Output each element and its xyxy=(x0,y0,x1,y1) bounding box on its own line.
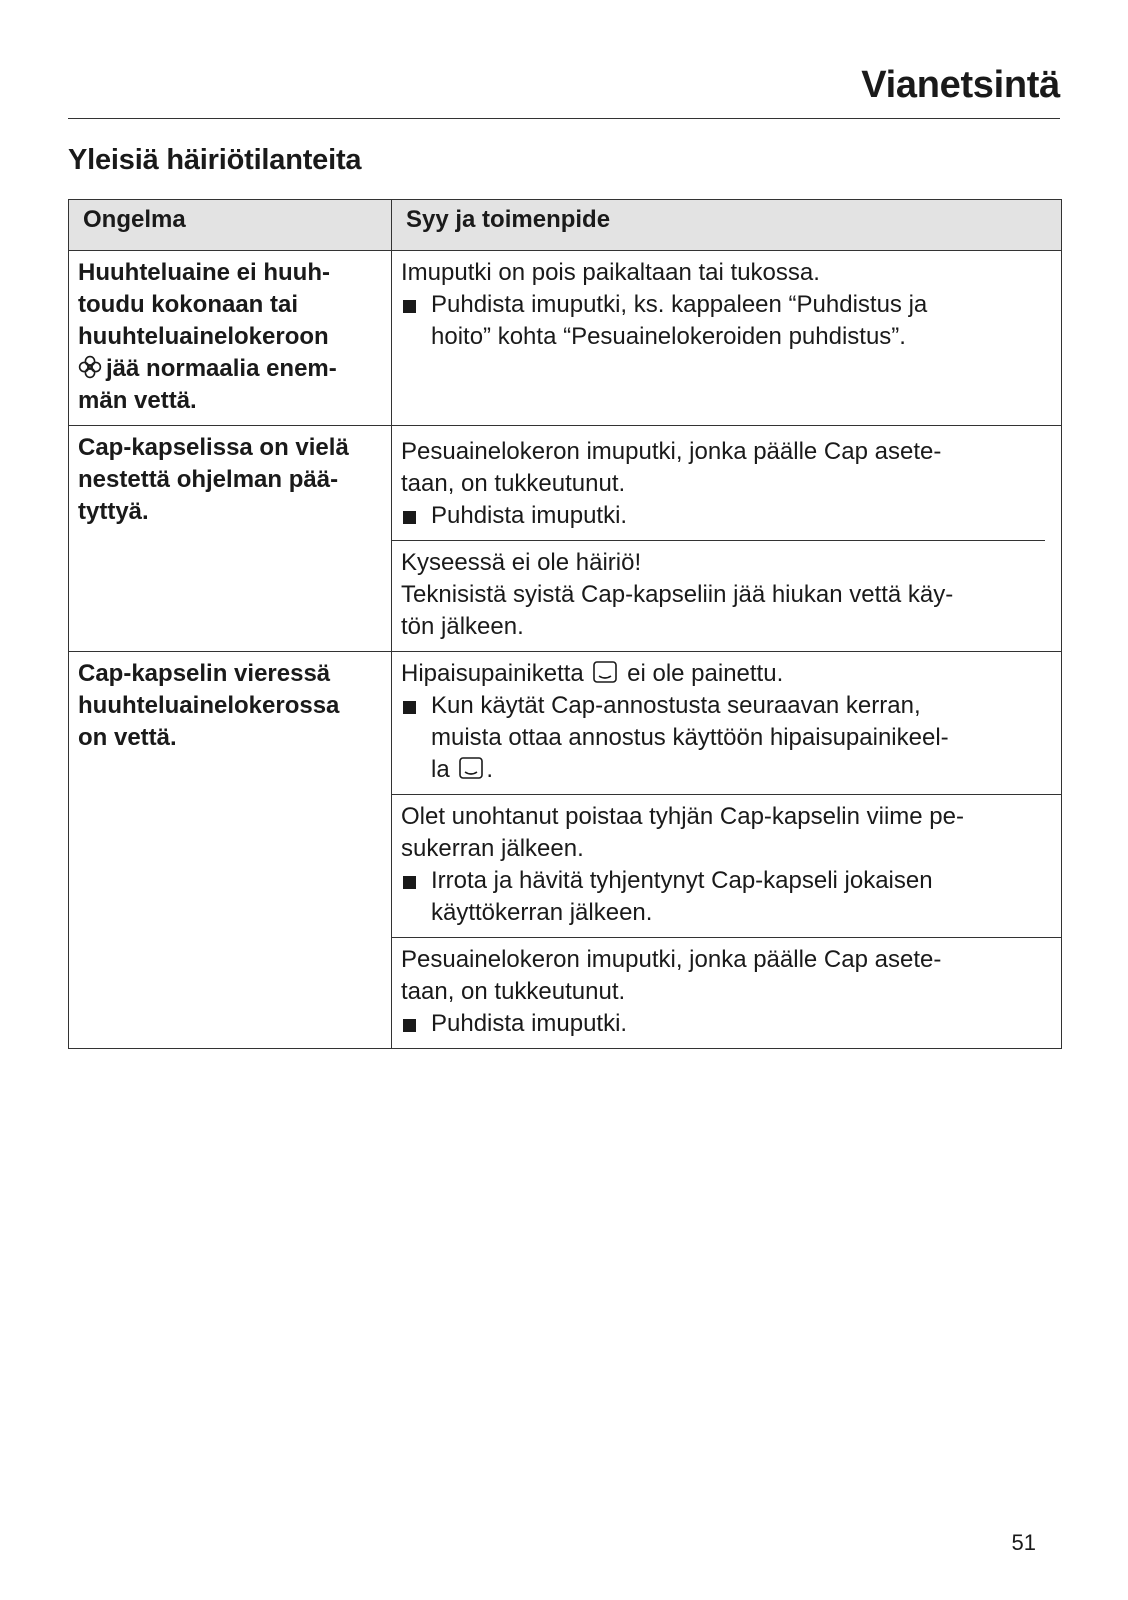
action-item xyxy=(401,1008,1047,1040)
action-text-part: . xyxy=(486,756,494,783)
action-item xyxy=(401,500,1045,532)
action-line: Puhdista imuputki. xyxy=(431,502,628,529)
action-line: Kun käytät Cap-annostusta seuraavan kerran, xyxy=(431,692,921,719)
action-item xyxy=(401,865,1047,929)
header-title: Vianetsintä xyxy=(861,64,1060,106)
cause-cell xyxy=(392,652,1062,1049)
table-row xyxy=(69,426,1062,652)
action-line xyxy=(431,754,1047,786)
rinse-aid-flower-icon xyxy=(78,355,102,379)
cause-text: Pesuainelokeron imuputki, jonka päälle Cap asete- xyxy=(401,946,942,973)
problem-cell xyxy=(69,426,392,652)
problem-line: huuhteluainelokeroon xyxy=(78,323,329,350)
cause-cell xyxy=(392,426,1062,652)
cause-text: taan, on tukkeutunut. xyxy=(401,978,626,1005)
cause-text: Pesuainelokeron imuputki, jonka päälle Cap asete- xyxy=(401,438,942,465)
problem-text: jää normaalia enem- xyxy=(106,355,337,382)
action-item xyxy=(401,690,1047,786)
cause-text-part: Hipaisupainiketta xyxy=(401,660,584,687)
cause-block xyxy=(392,794,1061,937)
bullet-square-icon xyxy=(403,876,416,889)
bullet-square-icon xyxy=(403,300,416,313)
problem-line: toudu kokonaan tai xyxy=(78,291,299,318)
table-row xyxy=(69,652,1062,1049)
bullet-square-icon xyxy=(403,701,416,714)
cause-text: Kyseessä ei ole häiriö! xyxy=(401,549,642,576)
action-line: hoito” kohta “Pesuainelokeroiden puhdistus”. xyxy=(431,323,906,350)
cause-block xyxy=(392,937,1061,1048)
problem-line: Cap-kapselissa on vielä xyxy=(78,434,349,461)
cause-block xyxy=(392,426,1045,541)
table-row xyxy=(69,251,1062,426)
bullet-square-icon xyxy=(403,511,416,524)
cause-text: Teknisistä syistä Cap-kapseliin jää hiukan vettä käy- xyxy=(401,581,954,608)
cause-text xyxy=(401,658,1047,690)
problem-cell xyxy=(69,652,392,1049)
column-header-problem: Ongelma xyxy=(69,200,392,251)
page-number: 51 xyxy=(1011,1530,1036,1555)
cause-text: sukerran jälkeen. xyxy=(401,835,584,862)
action-text-part: la xyxy=(431,756,450,783)
problem-line: tyttyä. xyxy=(78,498,149,525)
column-header-cause: Syy ja toimenpide xyxy=(392,200,1062,251)
action-line: Puhdista imuputki, ks. kappaleen “Puhdistus ja xyxy=(431,291,928,318)
table-header-row xyxy=(69,200,1062,251)
problem-line: män vettä. xyxy=(78,387,197,414)
cause-cell xyxy=(392,251,1062,426)
action-item xyxy=(401,289,1047,353)
cause-block xyxy=(392,251,1061,361)
page-header xyxy=(68,62,1060,119)
problem-line: nestettä ohjelman pää- xyxy=(78,466,339,493)
action-line: muista ottaa annostus käyttöön hipaisupainikeel- xyxy=(431,724,949,751)
troubleshooting-table xyxy=(68,199,1062,1049)
action-line: käyttökerran jälkeen. xyxy=(431,899,653,926)
bullet-square-icon xyxy=(403,1019,416,1032)
action-line: Irrota ja hävitä tyhjentynyt Cap-kapseli jokaisen xyxy=(431,867,933,894)
cause-text: Imuputki on pois paikaltaan tai tukossa. xyxy=(401,259,820,286)
cause-block xyxy=(392,652,1061,794)
problem-line: Cap-kapselin vieressä xyxy=(78,660,331,687)
problem-line: on vettä. xyxy=(78,724,177,751)
problem-line xyxy=(78,353,381,385)
action-line: Puhdista imuputki. xyxy=(431,1010,628,1037)
section-title: Yleisiä häiriötilanteita xyxy=(68,144,362,176)
cause-text: tön jälkeen. xyxy=(401,613,524,640)
problem-cell xyxy=(69,251,392,426)
problem-line: Huuhteluaine ei huuh- xyxy=(78,259,330,286)
problem-line: huuhteluainelokerossa xyxy=(78,692,340,719)
cause-text-part: ei ole painettu. xyxy=(627,660,784,687)
cause-block xyxy=(392,541,1061,651)
cap-dosing-icon xyxy=(592,660,618,684)
cause-text: Olet unohtanut poistaa tyhjän Cap-kapselin viime pe- xyxy=(401,803,964,830)
cause-text: taan, on tukkeutunut. xyxy=(401,470,626,497)
cap-dosing-icon xyxy=(458,756,484,780)
